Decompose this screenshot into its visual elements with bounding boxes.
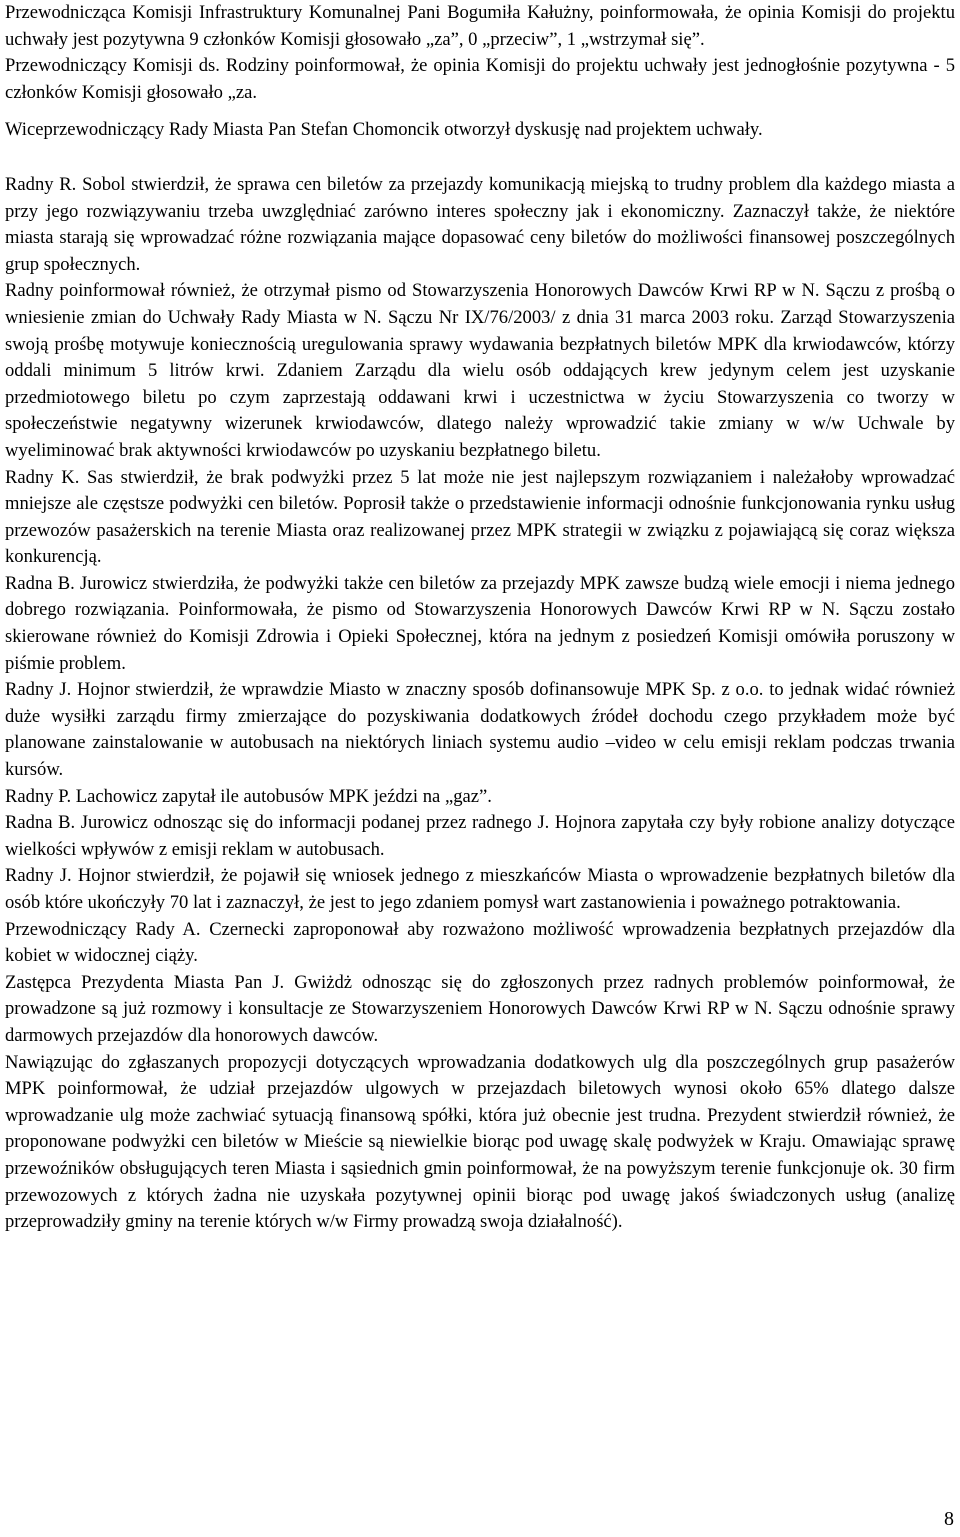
statement-czernecki: Przewodniczący Rady A. Czernecki zaproponował aby rozważono możliwość wprowadzenia bezpłatnych przejazdów dla kobiet w widocznej ciąży. (5, 918, 955, 967)
discussion-opening: Wiceprzewodniczący Rady Miasta Pan Stefan Chomoncik otworzył dyskusję nad projektem uchwały. (5, 119, 763, 141)
committee-opinion-infrastructure: Przewodnicząca Komisji Infrastruktury Komunalnej Pani Bogumiła Kałużny, poinformowała, że opinia Komisji do projektu uchwały jest pozytywna 9 członków Komisji głosowało „za”, 0 „przeciw”, 1 „wstrzymał się”. (5, 2, 955, 50)
statement-sobol: Radny R. Sobol stwierdził, że sprawa cen biletów za przejazdy komunikacją miejską to trudny problem dla każdego miasta a przy jego rozwiązywaniu trzeba uwzględniać zarówno interes społeczny jak i ekonomiczny. Zaznaczył także, że niektóre miasta starają się wprowadzać różne rozwiązania mające dopasować ceny biletów do możliwości finansowej poszczególnych grup społecznych. (5, 173, 955, 275)
statement-blood-donors: Radny poinformował również, że otrzymał pismo od Stowarzyszenia Honorowych Dawców Krwi RP w N. Sączu z prośbą o wniesienie zmian do Uchwały Rady Miasta w N. Sączu Nr IX/76/2003/ z dnia 31 marca 2003 roku. Zarząd Stowarzyszenia swoją prośbę motywuje koniecznością uregulowania sprawy wydawania bezpłatnych biletów MPK dla krwiodawców, którzy oddali minimum 5 litrów krwi. Zdaniem Zarządu dla wielu osób oddających krew jedynym celem jest uzyskanie przedmiotowego biletu po czym zaprzestają oddawani krwi i uczestnictwa w życiu Stowarzyszenia co tworzy w społeczeństwie negatywny wizerunek krwiodawców, dlatego należy wprowadzić takie zmiany w w/w Uchwale by wyeliminować brak aktywności krwiodawców po uzyskaniu bezpłatnego biletu. (5, 280, 955, 461)
statement-lachowicz: Radny P. Lachowicz zapytał ile autobusów MPK jeździ na „gaz”. (5, 785, 492, 807)
statement-gwizdz-continued: Nawiązując do zgłaszanych propozycji dotyczących wprowadzania dodatkowych ulg dla poszczególnych grup pasażerów MPK poinformował, że udział przejazdów ulgowych w przejazdach biletowych wynosi około 65% dlatego dalsze wprowadzanie ulg może zachwiać sytuacją finansową spółki, która już obecnie jest trudna. Prezydent stwierdził również, że proponowane podwyżki cen biletów w Mieście są niewielkie biorąc pod uwagę skalę podwyżek w Kraju. Omawiając sprawę przewoźników obsługujących teren Miasta i sąsiednich gmin poinformował, że na powyższym terenie funkcjonuje ok. 30 firm przewozowych z których żadna nie uzyskała pozytywnej opinii biorąc pod uwagę jakoś świadczonych usług (analizę przeprowadziły gminy na terenie których w/w Firmy prowadzą swoja działalność). (5, 1051, 955, 1233)
spacer (5, 144, 955, 172)
document-page (5, 0, 955, 1236)
statement-jurowicz: Radna B. Jurowicz stwierdziła, że podwyżki także cen biletów za przejazdy MPK zawsze budzą wiele emocji i niema jednego dobrego rozwiązania. Poinformowała, że pismo od Stowarzyszenia Honorowych Dawców Krwi RP w N. Sączu zostało skierowane również do Komisji Zdrowia i Opieki Społecznej, która na jednym z posiedzeń Komisji omówiła poruszony w piśmie problem. (5, 572, 955, 674)
statement-sas: Radny K. Sas stwierdził, że brak podwyżki przez 5 lat może nie jest najlepszym rozwiązaniem i należałoby wprowadzać mniejsze ale częstsze podwyżki cen biletów. Poprosił także o przedstawienie informacji odnośnie funkcjonowania rynku usług przewozów pasażerskich na terenie Miasta oraz realizowanej przez MPK strategii w związku z pojawiającą się coraz większa konkurencją. (5, 466, 955, 568)
page-number: 8 (944, 1508, 954, 1530)
statement-hojnor: Radny J. Hojnor stwierdził, że wprawdzie Miasto w znaczny sposób dofinansowuje MPK Sp. z o.o. to jednak widać również duże wysiłki zarządu firmy zmierzające do pozyskiwania dodatkowych źródeł dochodu czego przykładem może być planowane zainstalowanie w autobusach na niektórych liniach systemu audio –video w celu emisji reklam podczas trwania kursów. (5, 679, 955, 781)
statement-gwizdz: Zastępca Prezydenta Miasta Pan J. Gwiżdż odnosząc się do zgłoszonych przez radnych problemów poinformował, że prowadzone są już rozmowy i konsultacje ze Stowarzyszeniem Honorowych Dawców Krwi RP w N. Sączu odnośnie sprawy darmowych przejazdów dla honorowych dawców. (5, 971, 955, 1046)
statement-jurowicz-question: Radna B. Jurowicz odnosząc się do informacji podanej przez radnego J. Hojnora zapytała czy były robione analizy dotyczące wielkości wpływów z emisji reklam w autobusach. (5, 812, 955, 860)
statement-hojnor-proposal: Radny J. Hojnor stwierdził, że pojawił się wniosek jednego z mieszkańców Miasta o wprowadzenie bezpłatnych biletów dla osób które ukończyły 70 lat i zaznaczył, że jest to jego zdaniem pomysł wart zastanowienia i poważnego potraktowania. (5, 865, 955, 913)
committee-opinion-family: Przewodniczący Komisji ds. Rodziny poinformował, że opinia Komisji do projektu uchwały jest jednogłośnie pozytywna - 5 członków Komisji głosowało „za. (5, 55, 955, 103)
spacer (5, 106, 955, 117)
